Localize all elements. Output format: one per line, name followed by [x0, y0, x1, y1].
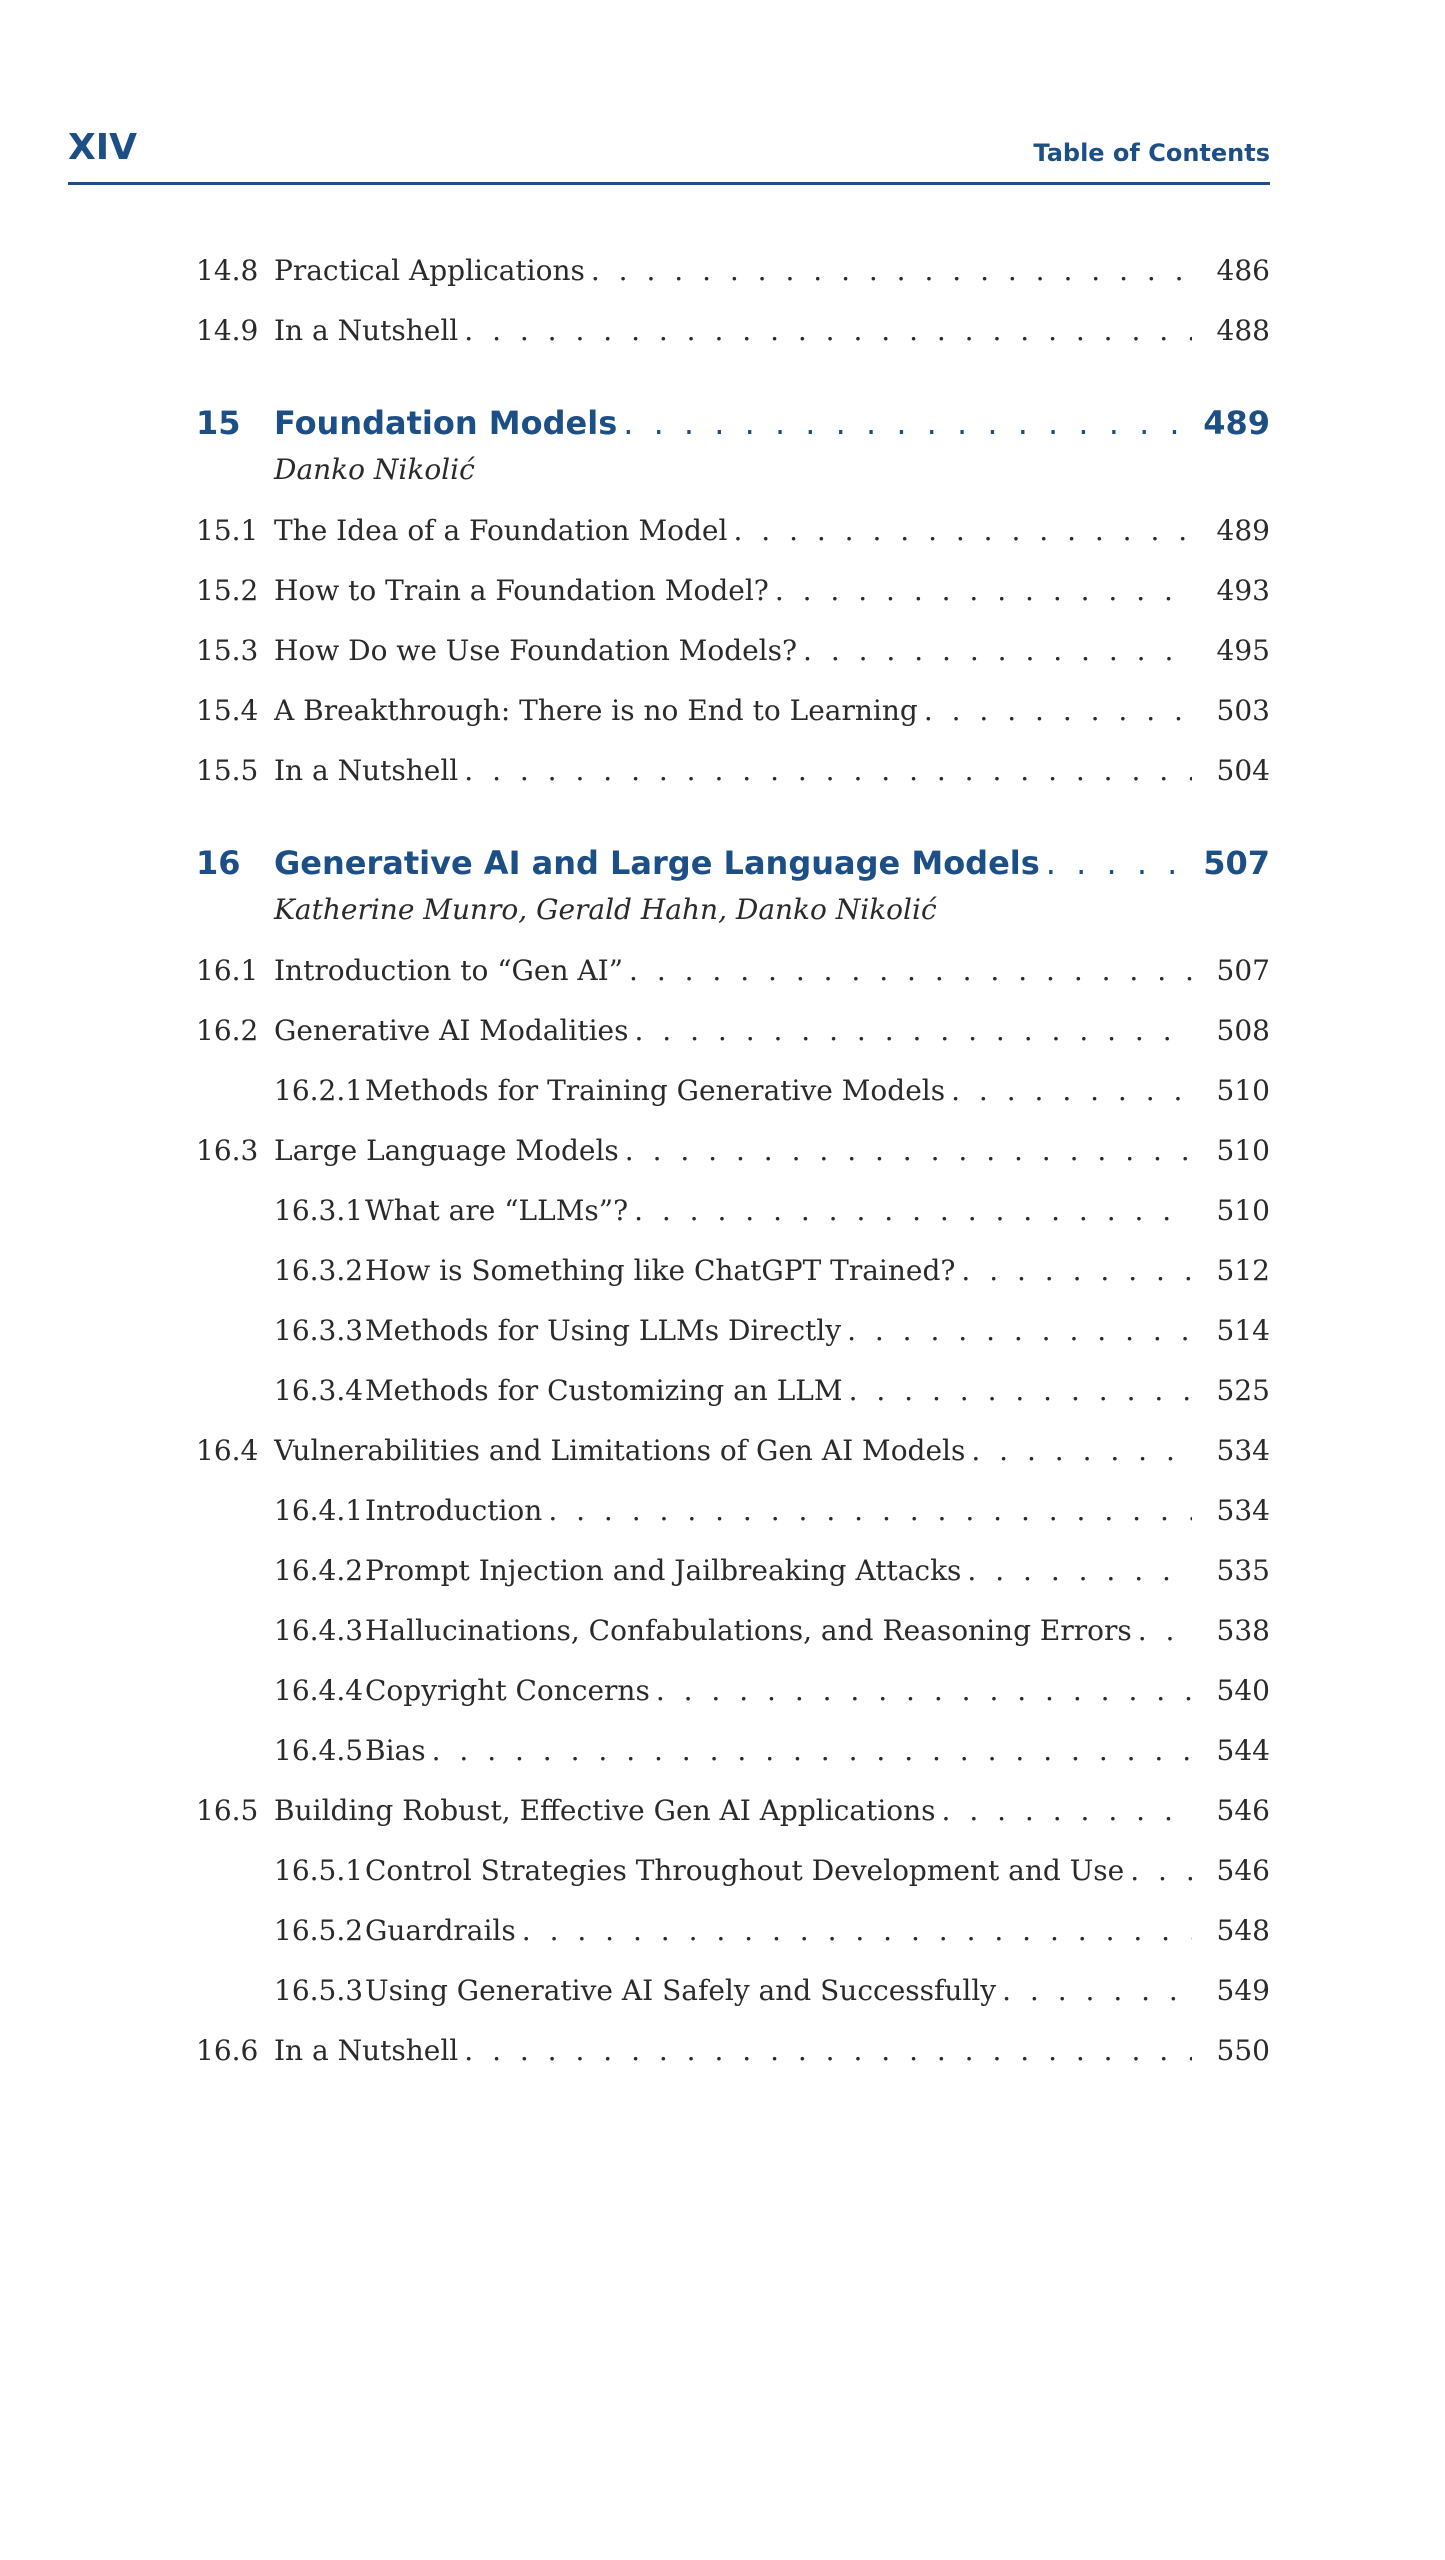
entry-title-line — [365, 1489, 1192, 1533]
entry-page-number: 488 — [1216, 314, 1270, 347]
entry-number: 16.3.3 — [274, 1314, 364, 1347]
entry-page-number: 489 — [1216, 514, 1270, 547]
chapter-entry[interactable] — [0, 396, 1445, 450]
dot-leader — [432, 1729, 1192, 1773]
entry-page-number: 507 — [1203, 844, 1270, 882]
entry-number: 14.8 — [196, 254, 259, 287]
entry-page-number: 507 — [1216, 954, 1270, 987]
entry-page-number: 535 — [1216, 1554, 1270, 1587]
dot-leader — [548, 1489, 1192, 1533]
entry-number: 16.4.3 — [274, 1614, 364, 1647]
dot-leader — [1002, 1969, 1192, 2013]
entry-page-number: 486 — [1216, 254, 1270, 287]
section-entry[interactable] — [0, 2029, 1445, 2073]
dot-leader — [623, 396, 1192, 450]
entry-page-number: 510 — [1216, 1194, 1270, 1227]
entry-title-line — [274, 1429, 1192, 1473]
entry-number: 16.4.1 — [274, 1494, 364, 1527]
entry-title-line — [365, 1069, 1192, 1113]
section-entry[interactable] — [0, 569, 1445, 613]
entry-number: 16.4.5 — [274, 1734, 364, 1767]
section-entry[interactable] — [0, 1129, 1445, 1173]
dot-leader — [803, 629, 1192, 673]
entry-number: 15.5 — [196, 754, 259, 787]
entry-title-line — [274, 509, 1192, 553]
entry-title: Vulnerabilities and Limitations of Gen AI Models — [274, 1434, 966, 1467]
entry-page-number: 546 — [1216, 1854, 1270, 1887]
entry-title-line — [365, 1609, 1192, 1653]
subsection-entry[interactable] — [0, 1609, 1445, 1653]
entry-page-number: 544 — [1216, 1734, 1270, 1767]
subsection-entry[interactable] — [0, 1729, 1445, 1773]
section-entry[interactable] — [0, 249, 1445, 293]
entry-number: 16.4.4 — [274, 1674, 364, 1707]
dot-leader — [634, 1189, 1192, 1233]
entry-title: Prompt Injection and Jailbreaking Attacks — [365, 1554, 962, 1587]
entry-title-line — [365, 1729, 1192, 1773]
entry-page-number: 503 — [1216, 694, 1270, 727]
entry-page-number: 538 — [1216, 1614, 1270, 1647]
entry-title-line — [365, 1249, 1192, 1293]
running-title: Table of Contents — [1033, 139, 1270, 167]
dot-leader — [1130, 1849, 1192, 1893]
subsection-entry[interactable] — [0, 1969, 1445, 2013]
dot-leader — [591, 249, 1192, 293]
dot-leader — [775, 569, 1192, 613]
section-entry[interactable] — [0, 749, 1445, 793]
entry-page-number: 550 — [1216, 2034, 1270, 2067]
entry-title-line — [274, 949, 1192, 993]
entry-page-number: 493 — [1216, 574, 1270, 607]
entry-page-number: 534 — [1216, 1434, 1270, 1467]
entry-number: 16.3.2 — [274, 1254, 364, 1287]
subsection-entry[interactable] — [0, 1909, 1445, 1953]
subsection-entry[interactable] — [0, 1249, 1445, 1293]
entry-page-number: 510 — [1216, 1134, 1270, 1167]
dot-leader — [847, 1309, 1192, 1353]
entry-title: Bias — [365, 1734, 426, 1767]
entry-number: 15.1 — [196, 514, 259, 547]
entry-title-line — [274, 1129, 1192, 1173]
entry-page-number: 495 — [1216, 634, 1270, 667]
entry-title: Large Language Models — [274, 1134, 619, 1167]
entry-page-number: 540 — [1216, 1674, 1270, 1707]
dot-leader — [464, 2029, 1192, 2073]
entry-number: 15.4 — [196, 694, 259, 727]
entry-title: Generative AI and Large Language Models — [274, 844, 1040, 882]
dot-leader — [733, 509, 1192, 553]
entry-title: Methods for Training Generative Models — [365, 1074, 946, 1107]
dot-leader — [961, 1249, 1192, 1293]
entry-title: Practical Applications — [274, 254, 585, 287]
entry-number: 16.6 — [196, 2034, 259, 2067]
entry-page-number: 525 — [1216, 1374, 1270, 1407]
entry-title-line — [365, 1189, 1192, 1233]
subsection-entry[interactable] — [0, 1309, 1445, 1353]
subsection-entry[interactable] — [0, 1669, 1445, 1713]
dot-leader — [849, 1369, 1192, 1413]
entry-number: 16.5.1 — [274, 1854, 364, 1887]
entry-title-line — [274, 396, 1192, 450]
entry-title-line — [365, 1969, 1192, 2013]
entry-number: 16.2.1 — [274, 1074, 364, 1107]
running-header — [68, 126, 1270, 185]
entry-number: 16.5.2 — [274, 1914, 364, 1947]
entry-number: 16.3.1 — [274, 1194, 364, 1227]
section-entry[interactable] — [0, 949, 1445, 993]
entry-number: 15.3 — [196, 634, 259, 667]
entry-title-line — [365, 1849, 1192, 1893]
entry-number: 16.4.2 — [274, 1554, 364, 1587]
entry-number: 16.5 — [196, 1794, 259, 1827]
entry-title: Foundation Models — [274, 404, 618, 442]
section-entry[interactable] — [0, 509, 1445, 553]
entry-page-number: 508 — [1216, 1014, 1270, 1047]
entry-title: How to Train a Foundation Model? — [274, 574, 769, 607]
entry-page-number: 510 — [1216, 1074, 1270, 1107]
entry-title-line — [365, 1369, 1192, 1413]
dot-leader — [942, 1789, 1192, 1833]
entry-number: 16.3 — [196, 1134, 259, 1167]
dot-leader — [522, 1909, 1192, 1953]
section-entry[interactable] — [0, 1789, 1445, 1833]
entry-title: In a Nutshell — [274, 2034, 459, 2067]
subsection-entry[interactable] — [0, 1849, 1445, 1893]
entry-title: Methods for Customizing an LLM — [365, 1374, 843, 1407]
entry-title: Control Strategies Throughout Development and Use — [365, 1854, 1125, 1887]
subsection-entry[interactable] — [0, 1189, 1445, 1233]
entry-title-line — [365, 1309, 1192, 1353]
entry-title-line — [365, 1669, 1192, 1713]
entry-title: How Do we Use Foundation Models? — [274, 634, 798, 667]
entry-page-number: 534 — [1216, 1494, 1270, 1527]
entry-number: 16.5.3 — [274, 1974, 364, 2007]
entry-title-line — [274, 689, 1192, 733]
entry-title: A Breakthrough: There is no End to Learning — [274, 694, 918, 727]
entry-title: Using Generative AI Safely and Successfully — [365, 1974, 997, 2007]
entry-number: 16.2 — [196, 1014, 259, 1047]
subsection-entry[interactable] — [0, 1549, 1445, 1593]
entry-number: 14.9 — [196, 314, 259, 347]
entry-title: In a Nutshell — [274, 754, 459, 787]
entry-title: Hallucinations, Confabulations, and Reasoning Errors — [365, 1614, 1132, 1647]
entry-title: Methods for Using LLMs Directly — [365, 1314, 842, 1347]
entry-title-line — [274, 1009, 1192, 1053]
section-entry[interactable] — [0, 1009, 1445, 1053]
entry-title-line — [365, 1549, 1192, 1593]
entry-title-line — [274, 249, 1192, 293]
entry-page-number: 512 — [1216, 1254, 1270, 1287]
entry-page-number: 514 — [1216, 1314, 1270, 1347]
dot-leader — [464, 309, 1192, 353]
entry-title: Guardrails — [365, 1914, 516, 1947]
entry-title: Generative AI Modalities — [274, 1014, 629, 1047]
entry-title: In a Nutshell — [274, 314, 459, 347]
entry-title-line — [274, 2029, 1192, 2073]
section-entry[interactable] — [0, 309, 1445, 353]
entry-number: 16.3.4 — [274, 1374, 364, 1407]
entry-number: 15.2 — [196, 574, 259, 607]
dot-leader — [629, 949, 1192, 993]
entry-page-number: 549 — [1216, 1974, 1270, 2007]
entry-title: Introduction — [365, 1494, 543, 1527]
subsection-entry[interactable] — [0, 1069, 1445, 1113]
entry-number: 16.1 — [196, 954, 259, 987]
entry-title-line — [274, 749, 1192, 793]
dot-leader — [625, 1129, 1192, 1173]
entry-number: 16 — [196, 844, 241, 882]
dot-leader — [924, 689, 1192, 733]
section-entry[interactable] — [0, 629, 1445, 673]
section-entry[interactable] — [0, 1429, 1445, 1473]
chapter-author: Katherine Munro, Gerald Hahn, Danko Nikolić — [274, 893, 937, 926]
dot-leader — [464, 749, 1192, 793]
dot-leader — [1138, 1609, 1192, 1653]
dot-leader — [971, 1429, 1192, 1473]
entry-page-number: 548 — [1216, 1914, 1270, 1947]
entry-title: The Idea of a Foundation Model — [274, 514, 728, 547]
subsection-entry[interactable] — [0, 1489, 1445, 1533]
entry-page-number: 546 — [1216, 1794, 1270, 1827]
entry-title-line — [274, 569, 1192, 613]
entry-number: 16.4 — [196, 1434, 259, 1467]
entry-title-line — [274, 836, 1192, 890]
dot-leader — [1046, 836, 1192, 890]
entry-page-number: 489 — [1203, 404, 1270, 442]
chapter-author: Danko Nikolić — [274, 453, 475, 486]
entry-title: What are “LLMs”? — [365, 1194, 629, 1227]
entry-title: Introduction to “Gen AI” — [274, 954, 624, 987]
section-entry[interactable] — [0, 689, 1445, 733]
dot-leader — [967, 1549, 1192, 1593]
page-number: XIV — [68, 127, 138, 168]
entry-page-number: 504 — [1216, 754, 1270, 787]
subsection-entry[interactable] — [0, 1369, 1445, 1413]
dot-leader — [656, 1669, 1192, 1713]
entry-title-line — [274, 629, 1192, 673]
entry-number: 15 — [196, 404, 241, 442]
entry-title: How is Something like ChatGPT Trained? — [365, 1254, 956, 1287]
entry-title-line — [274, 309, 1192, 353]
dot-leader — [951, 1069, 1192, 1113]
dot-leader — [635, 1009, 1193, 1053]
entry-title-line — [365, 1909, 1192, 1953]
entry-title-line — [274, 1789, 1192, 1833]
entry-title: Building Robust, Effective Gen AI Applications — [274, 1794, 936, 1827]
chapter-entry[interactable] — [0, 836, 1445, 890]
entry-title: Copyright Concerns — [365, 1674, 650, 1707]
